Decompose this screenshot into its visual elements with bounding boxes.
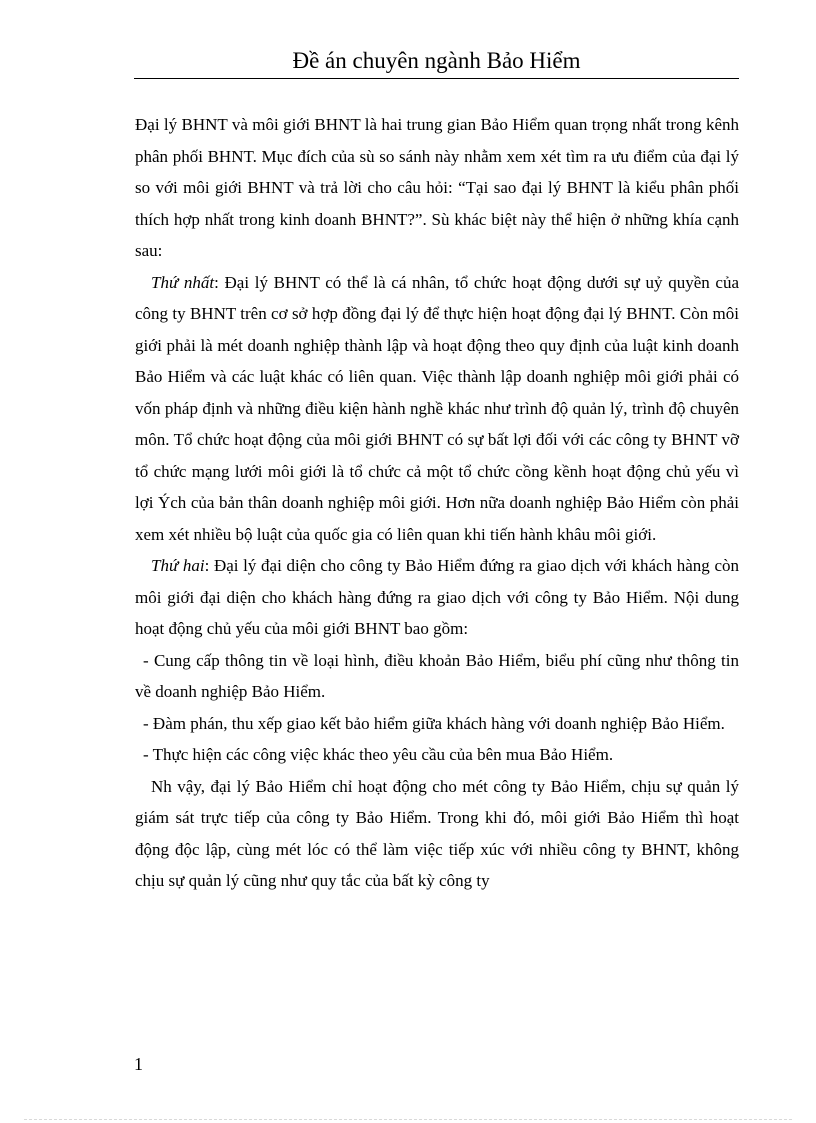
- list-item-other-tasks: - Thực hiện các công việc khác theo yêu cầu của bên mua Bảo Hiểm.: [143, 745, 614, 764]
- paragraph-first-point-text: : Đại lý BHNT có thể là cá nhân, tổ chức hoạt động dưới sự uỷ quyền của công ty BHNT trên cơ sở hợp đồng đại lý để thực hiện hoạt động đại lý BHNT. Còn môi giới phải là mét doanh nghiệp thành lập và hoạt động theo quy định của luật kinh doanh Bảo Hiểm và các luật khác có liên quan. Việc thành lập doanh nghiệp môi giới phải có vốn pháp định và những điều kiện hành nghề khác như trình độ quản lý, trình độ chuyên môn. Tổ chức hoạt động của môi giới BHNT có sự bất lợi đối với các công ty BHNT vỡ tổ chức mạng lưới môi giới là tổ chức cả một tổ chức cồng kềnh hoạt động chủ yếu vì lợi Ých của bản thân doanh nghiệp môi giới. Hơn nữa doanh nghiệp Bảo Hiểm còn phải xem xét nhiều bộ luật của quốc gia có liên quan khi tiến hành khâu môi giới.: [135, 272, 740, 544]
- paragraph-intro: Đại lý BHNT và môi giới BHNT là hai trung gian Bảo Hiểm quan trọng nhất trong kênh phân phối BHNT. Mục đích của sù so sánh này nhằm xem xét tìm ra ưu điểm của đại lý so với môi giới BHNT và trả lời cho câu hỏi: “Tại sao đại lý BHNT là kiểu phân phối thích hợp nhất trong kinh doanh BHNT?”. Sù khác biệt này thể hiện ở những khía cạnh sau:: [135, 115, 739, 260]
- page-bottom-divider: [24, 1119, 792, 1120]
- paragraph-first-point: [135, 267, 739, 551]
- page-header: [134, 44, 739, 79]
- page-title: Đề án chuyên ngành Bảo Hiểm: [292, 48, 581, 73]
- paragraph-conclusion: Nh vậy, đại lý Bảo Hiểm chỉ hoạt động cho mét công ty Bảo Hiểm, chịu sự quản lý giám sát trực tiếp của công ty Bảo Hiểm. Trong khi đó, môi giới Bảo Hiểm thì hoạt động độc lập, cùng mét lóc có thể làm việc tiếp xúc với nhiều công ty BHNT, không chịu sự quản lý cũng như quy tắc của bất kỳ công ty: [135, 776, 739, 890]
- paragraph-second-point: [135, 550, 739, 645]
- document-body: [135, 109, 739, 897]
- paragraph-second-point-text: : Đại lý đại diện cho công ty Bảo Hiểm đứng ra giao dịch với khách hàng còn môi giới đại diện cho khách hàng đứng ra giao dịch với công ty Bảo Hiểm. Nội dung hoạt động chủ yếu của môi giới BHNT bao gồm:: [135, 556, 739, 638]
- list-item-info: - Cung cấp thông tin về loại hình, điều khoản Bảo Hiểm, biểu phí cũng như thông tin về doanh nghiệp Bảo Hiểm.: [135, 650, 739, 701]
- list-item-negotiation: - Đàm phán, thu xếp giao kết bảo hiểm giữa khách hàng với doanh nghiệp Bảo Hiểm.: [143, 713, 725, 733]
- paragraph-second-point-lead: Thứ hai: [151, 556, 205, 575]
- paragraph-first-point-lead: Thứ nhất: [151, 272, 215, 292]
- page-number: 1: [134, 1054, 143, 1074]
